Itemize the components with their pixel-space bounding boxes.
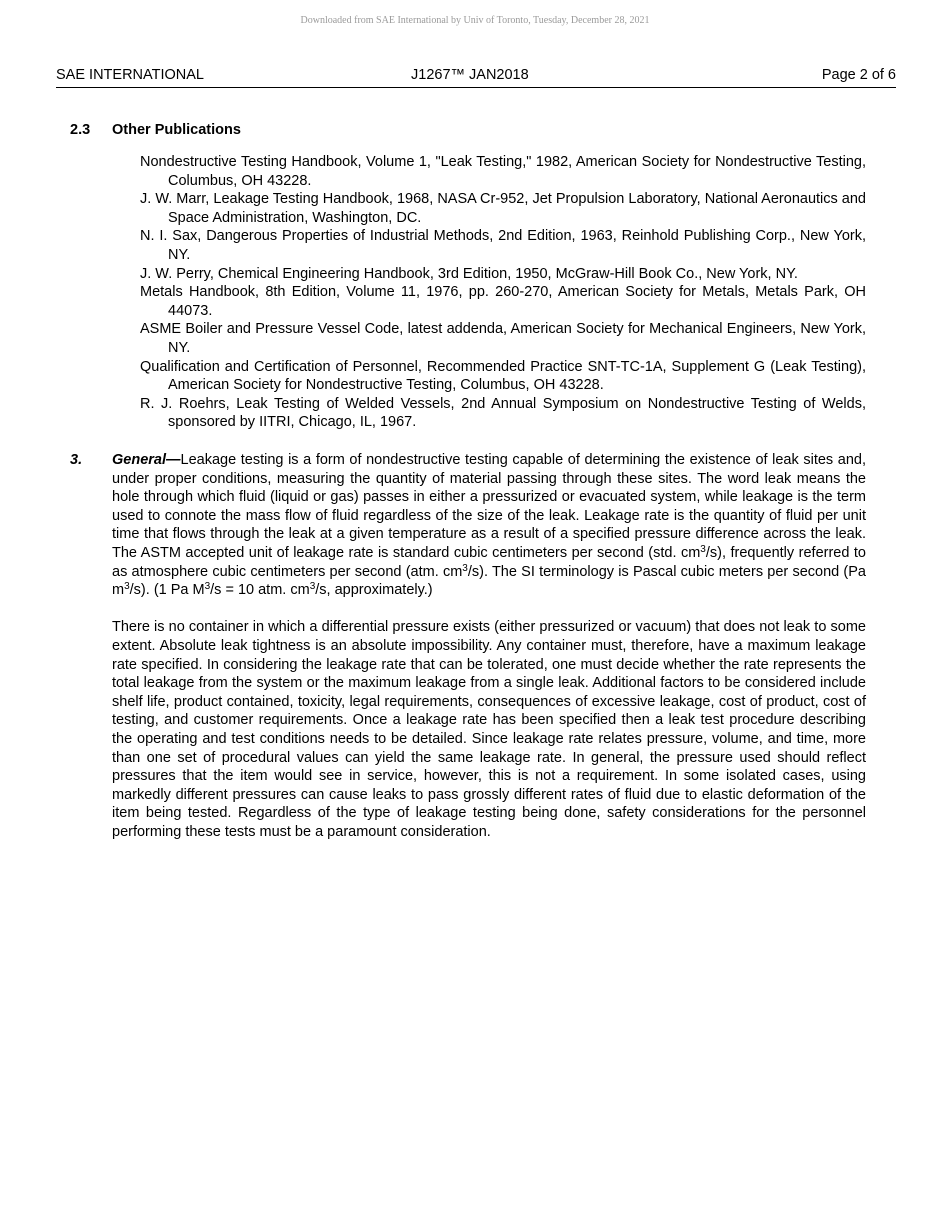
page-header xyxy=(56,67,896,88)
reference-item: J. W. Perry, Chemical Engineering Handbook, 3rd Edition, 1950, McGraw-Hill Book Co., New York, NY. xyxy=(140,265,798,282)
paragraph-text: /s, approximately.) xyxy=(315,582,433,599)
paragraph-text: /s = 10 atm. cm xyxy=(210,582,310,599)
section-title: Other Publications xyxy=(112,122,241,138)
paragraph: There is no container in which a differential pressure exists (either pressurized or vacuum) that does not leak to some extent. Absolute leak tightness is an absolute impossibility. Any container must, therefore, have a maximum leakage rate specified. In considering the leakage rate that can be tolerated, one must decide whether the rate represents the total leakage from the system or the maximum leakage from a single leak. Additional factors to be considered include shelf life, product contained, toxicity, legal requirements, consequences of excessive leakage, cost of product, cost of testing, and customer requirements. Once a leakage rate has been specified then a leak test procedure describing the operating and test conditions needs to be detailed. Since leakage rate relates pressure, volume, and time, more than one set of procedural values can yield the same leakage rate. In general, the pressure used should reflect pressures that the item would see in service, however, this is not a requirement. In some isolated cases, using markedly different pressures can cause leaks to pass grossly different rates of fluid due to elastic deformation of the item being tested. Regardless of the type of leakage testing being done, safety considerations for the personnel performing these tests must be a paramount consideration. xyxy=(112,619,866,840)
header-publisher: SAE INTERNATIONAL xyxy=(56,67,204,83)
paragraph-text: /s). (1 Pa M xyxy=(129,582,205,599)
section-number: 2.3 xyxy=(70,122,91,138)
paragraph-text: Leakage testing is a form of nondestructive testing capable of determining the existence of leak sites and, under proper conditions, measuring the quantity of material passing through these sites. The word leak means the hole through which fluid (liquid or gas) passes in either a pressurized or evacuated system, while leakage is the term used to connote the mass flow of fluid regardless of the size of the leak. Leakage rate is the quantity of fluid per unit time that flows through the leak at a given temperature as a result of a specified pressure difference across the leak. The ASTM accepted unit of leakage rate is standard cubic centimeters per second (std. cm xyxy=(112,452,866,561)
header-document-id: J1267™ JAN2018 xyxy=(411,67,529,83)
superscript: 3 xyxy=(124,581,130,593)
paragraph-text: /s), frequently referred to as atmosphere cubic centimeters per second (atm. cm xyxy=(112,544,866,580)
paragraph xyxy=(112,451,866,600)
section-number: 3. xyxy=(70,452,83,468)
superscript: 3 xyxy=(462,562,468,574)
reference-item: Metals Handbook, 8th Edition, Volume 11, 1976, pp. 260-270, American Society for Metals, Metals Park, OH 44073. xyxy=(140,284,866,319)
section-3-general xyxy=(70,451,866,841)
download-watermark: Downloaded from SAE International by Univ of Toronto, Tuesday, December 28, 2021 xyxy=(300,15,650,26)
section-2-3-heading xyxy=(70,122,241,138)
superscript: 3 xyxy=(700,543,706,555)
header-page-number: Page 2 of 6 xyxy=(821,67,896,83)
reference-item: R. J. Roehrs, Leak Testing of Welded Vessels, 2nd Annual Symposium on Nondestructive Testing of Welds, sponsored by IITRI, Chicago, IL, 1967. xyxy=(140,395,866,431)
section-title: General— xyxy=(112,452,181,468)
section-body xyxy=(112,451,866,841)
reference-item: Qualification and Certification of Personnel, Recommended Practice SNT-TC-1A, Supplement G (Leak Testing), American Society for Nondestructive Testing, Columbus, OH 43228. xyxy=(140,358,866,394)
reference-item: Nondestructive Testing Handbook, Volume 1, "Leak Testing," 1982, American Society for Nondestructive Testing, Columbus, OH 43228. xyxy=(140,154,866,189)
superscript: 3 xyxy=(204,581,211,593)
reference-list xyxy=(140,153,866,432)
paragraph-text: /s). The SI terminology is Pascal cubic meters per second (Pa m xyxy=(112,563,867,599)
superscript: 3 xyxy=(309,581,316,593)
reference-item: N. I. Sax, Dangerous Properties of Industrial Methods, 2nd Edition, 1963, Reinhold Publishing Corp., New York, NY. xyxy=(140,228,866,263)
reference-item: ASME Boiler and Pressure Vessel Code, latest addenda, American Society for Mechanical Engineers, New York, NY. xyxy=(140,321,866,356)
reference-item: J. W. Marr, Leakage Testing Handbook, 1968, NASA Cr-952, Jet Propulsion Laboratory, National Aeronautics and Space Administration, Washington, DC. xyxy=(140,191,866,226)
